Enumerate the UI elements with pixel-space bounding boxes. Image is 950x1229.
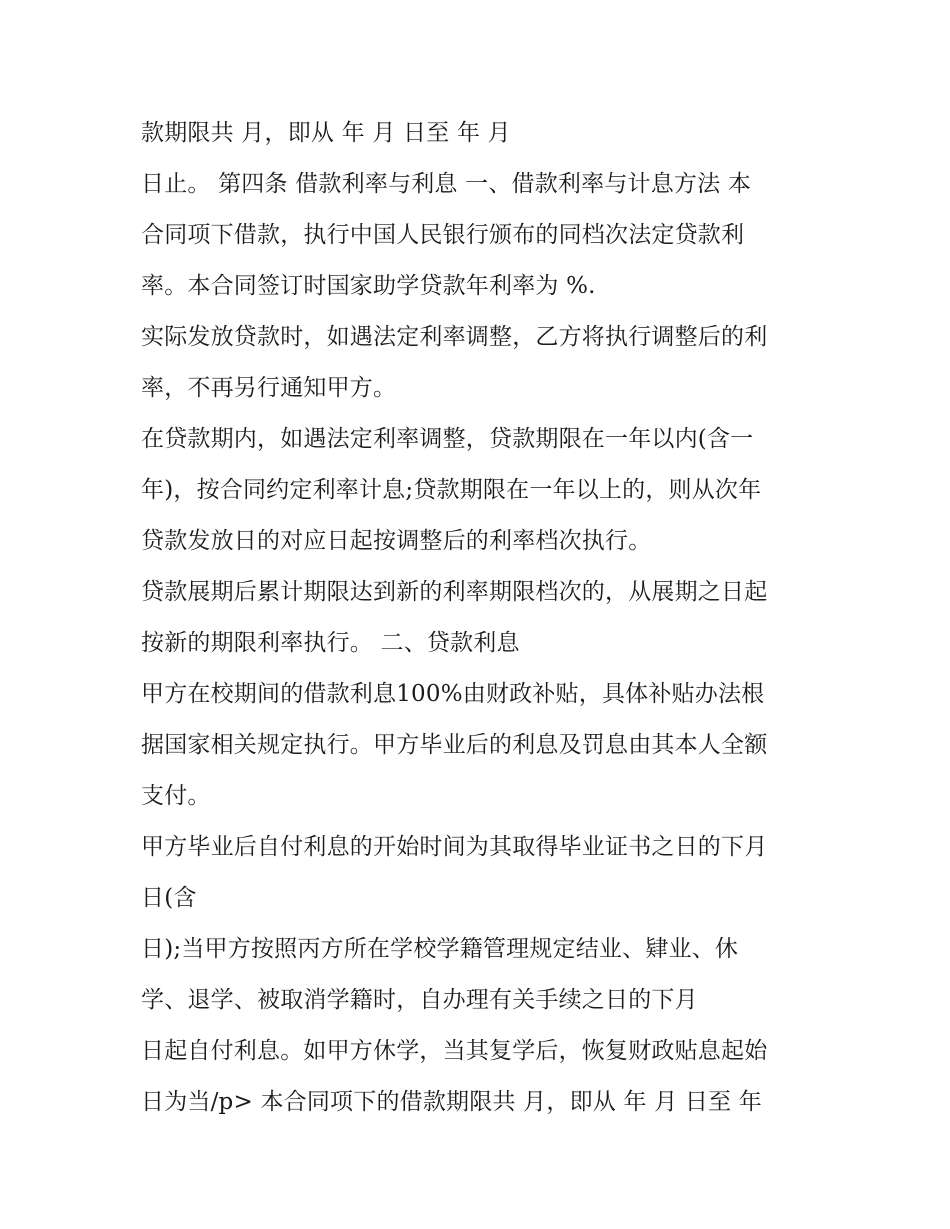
text-line: 款期限共 月，即从 年 月 日至 年 月 <box>141 120 511 146</box>
text-line: 支付。 <box>141 783 211 809</box>
text-line: 率。本合同签订时国家助学贷款年利率为 %. <box>141 273 596 299</box>
text-line: 率，不再另行通知甲方。 <box>141 375 397 401</box>
text-line: 按新的期限利率执行。 二、贷款利息 <box>141 630 520 656</box>
text-line: 甲方在校期间的借款利息100%由财政补贴，具体补贴办法根 <box>141 681 765 707</box>
text-line: 日起自付利息。如甲方休学，当其复学后，恢复财政贴息起始 <box>141 1038 768 1064</box>
text-line: 年)，按合同约定利率计息;贷款期限在一年以上的，则从次年 <box>141 477 762 503</box>
text-line: 据国家相关规定执行。甲方毕业后的利息及罚息由其本人全额 <box>141 732 768 758</box>
text-line: 日止。 第四条 借款利率与利息 一、借款利率与计息方法 本 <box>141 171 752 197</box>
text-line: 合同项下借款，执行中国人民银行颁布的同档次法定贷款利 <box>141 222 745 248</box>
text-line: 日为当/p> 本合同项下的借款期限共 月，即从 年 月 日至 年 <box>141 1089 763 1115</box>
text-line: 日);当甲方按照丙方所在学校学籍管理规定结业、肄业、休 <box>141 936 739 962</box>
text-line: 甲方毕业后自付利息的开始时间为其取得毕业证书之日的下月 <box>141 834 768 860</box>
text-line: 实际发放贷款时，如遇法定利率调整，乙方将执行调整后的利 <box>141 324 768 350</box>
text-line: 贷款展期后累计期限达到新的利率期限档次的，从展期之日起 <box>141 579 768 605</box>
text-line: 在贷款期内，如遇法定利率调整，贷款期限在一年以内(含一 <box>141 426 754 452</box>
contract-text-body <box>141 108 821 1128</box>
text-line: 日(含 <box>141 885 197 911</box>
text-line: 学、退学、被取消学籍时，自办理有关手续之日的下月 <box>141 987 698 1013</box>
text-line: 贷款发放日的对应日起按调整后的利率档次执行。 <box>141 528 652 554</box>
